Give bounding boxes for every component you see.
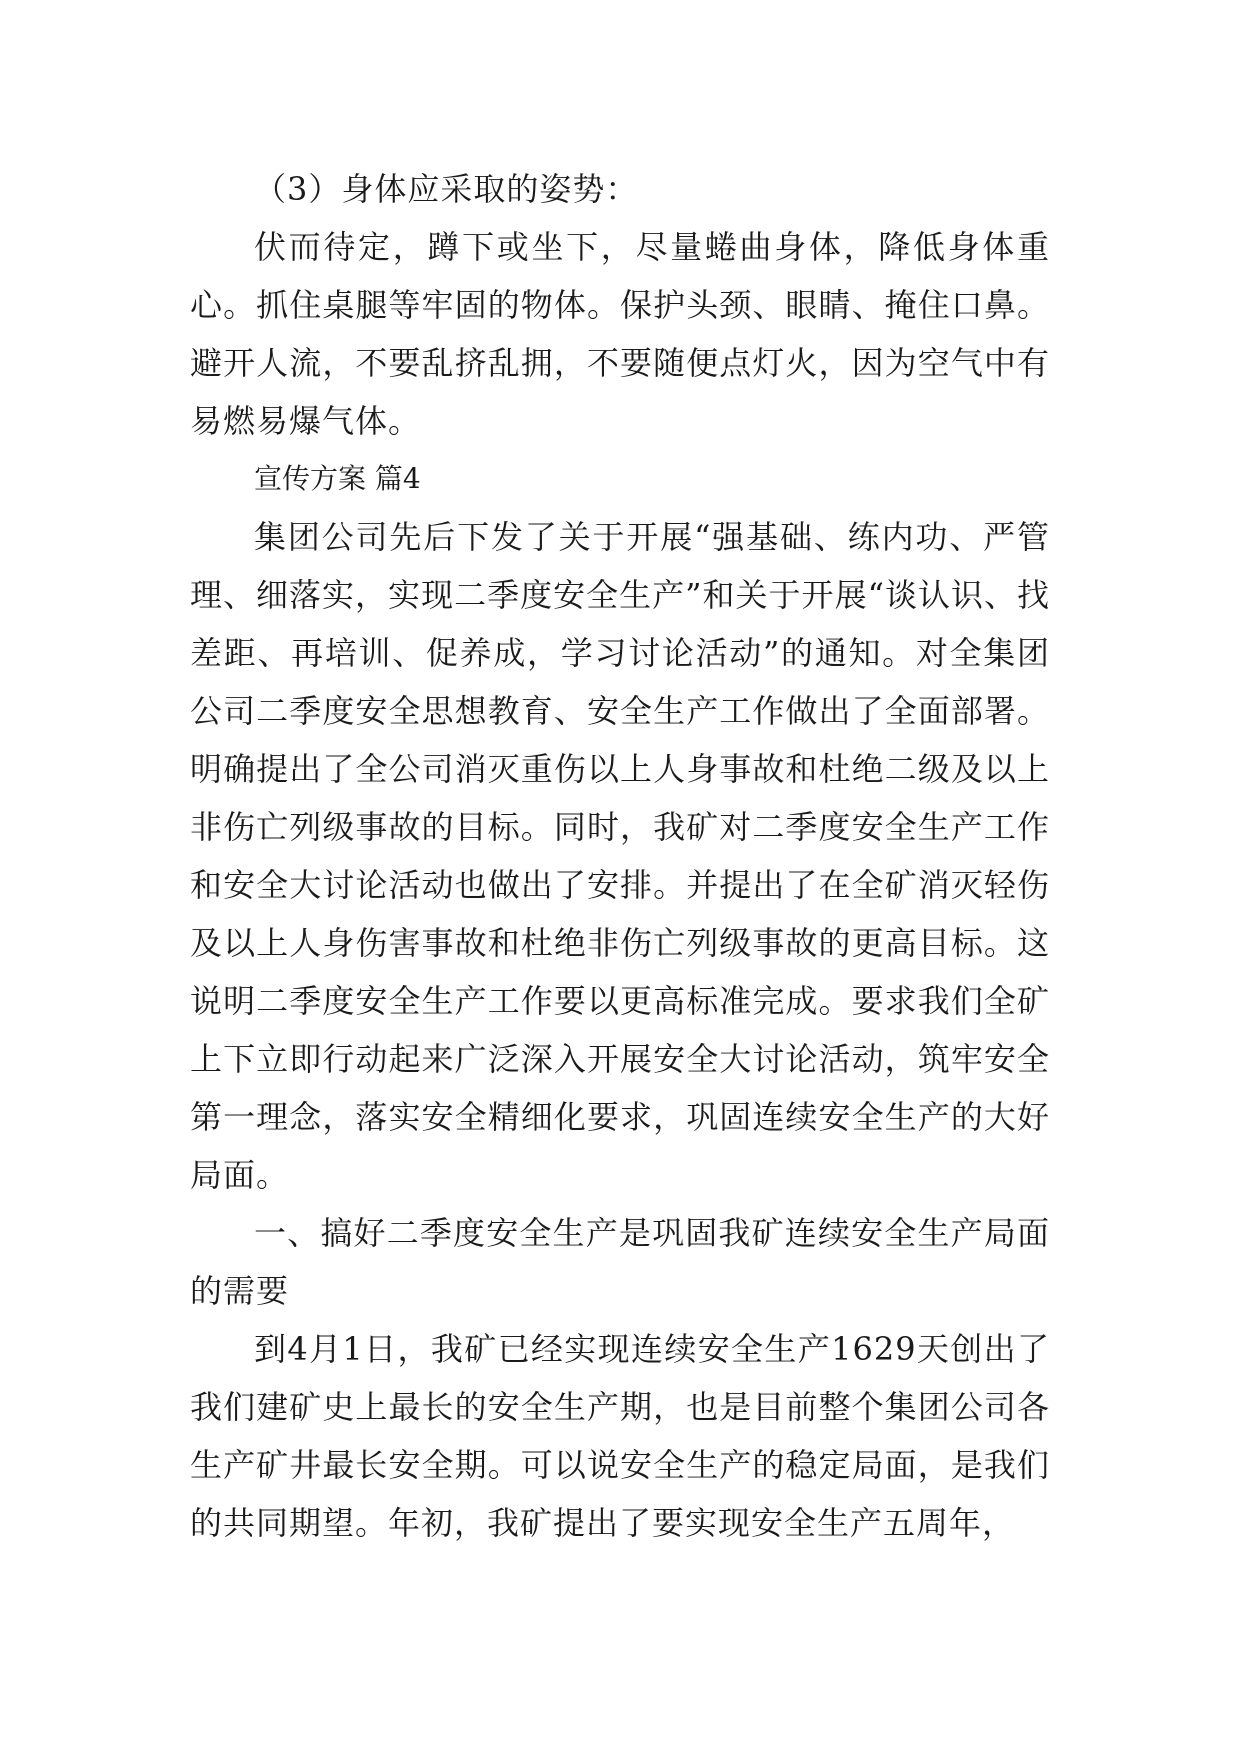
paragraph-notice: 集团公司先后下发了关于开展“强基础、练内功、严管理、细落实，实现二季度安全生产”和关于开展“谈认识、找差距、再培训、促养成，学习讨论活动”的通知。对全集团公司二季度安全思想教育、安全生产工作做出了全面部署。明确提出了全公司消灭重伤以上人身事故和杜绝二级及以上非伤亡列级事故的目标。同时，我矿对二季度安全生产工作和安全大讨论活动也做出了安排。并提出了在全矿消灭轻伤及以上人身伤害事故和杜绝非伤亡列级事故的更高目标。这说明二季度安全生产工作要以更高标准完成。要求我们全矿上下立即行动起来广泛深入开展安全大讨论活动，筑牢安全第一理念，落实安全精细化要求，巩固连续安全生产的大好局面。 (190, 518, 1050, 1194)
section-heading: 宣传方案 篇4 (254, 462, 421, 495)
paragraph-posture-title: （3）身体应采取的姿势： (254, 170, 639, 208)
paragraph-section-one-body: 到4月1日，我矿已经实现连续安全生产1629天创出了我们建矿史上最长的安全生产期，也是目前整个集团公司各生产矿井最长安全期。可以说安全生产的稳定局面，是我们的共同期望。年初，我矿提出了要实现安全生产五周年， (190, 1330, 1050, 1542)
paragraph-section-one-title: 一、搞好二季度安全生产是巩固我矿连续安全生产局面的需要 (190, 1214, 1050, 1310)
document-body (190, 160, 1050, 1552)
paragraph-posture-body: 伏而待定，蹲下或坐下，尽量蜷曲身体，降低身体重心。抓住桌腿等牢固的物体。保护头颈、眼睛、掩住口鼻。避开人流，不要乱挤乱拥，不要随便点灯火，因为空气中有易燃易爆气体。 (190, 228, 1050, 440)
